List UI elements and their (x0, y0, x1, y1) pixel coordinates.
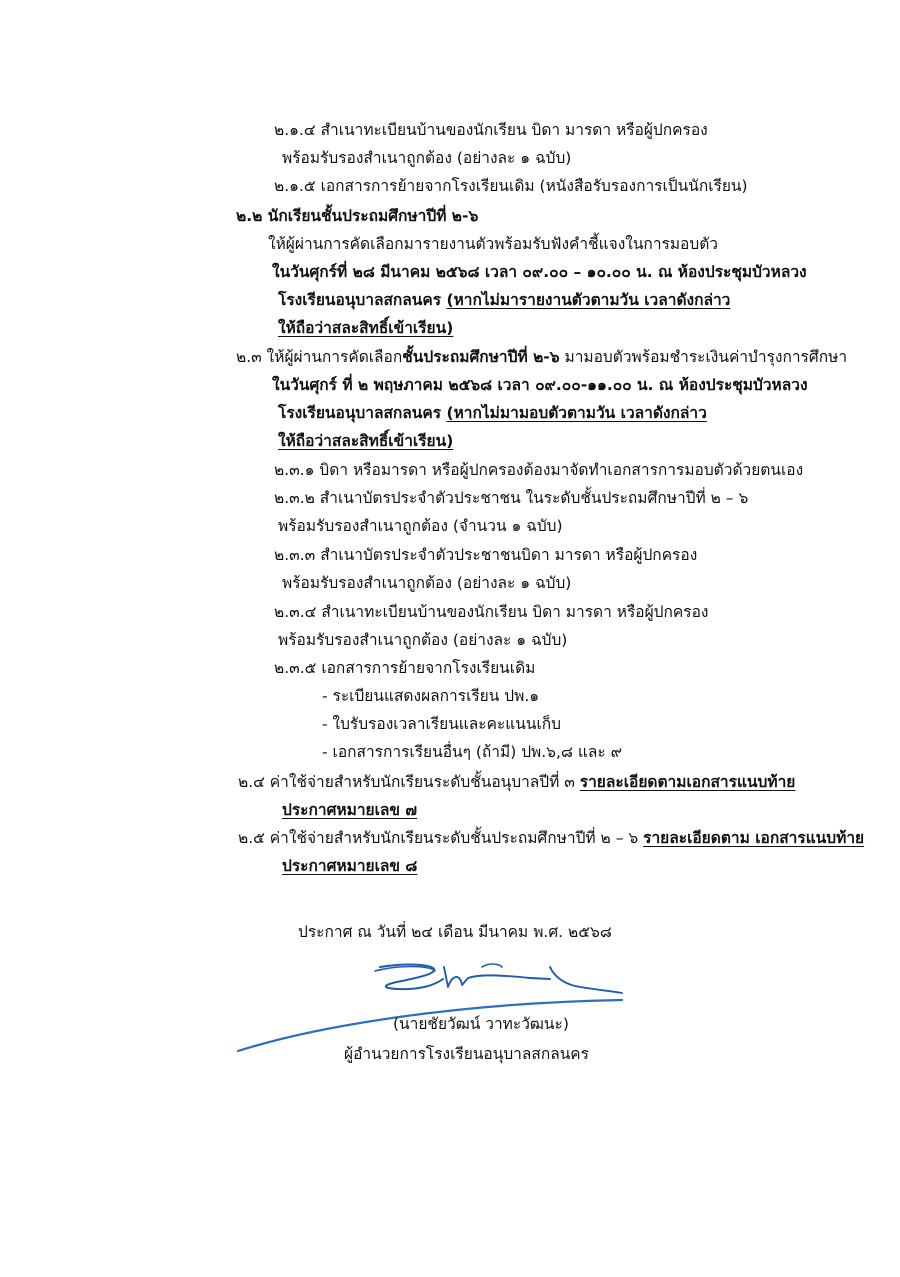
section-2-3-suffix: มามอบตัวพร้อมชำระเงินค่าบำรุงการศึกษา (559, 348, 848, 366)
section-2-4-line1 (238, 770, 795, 794)
signer-name: (นายชัยวัฒน์ วาทะวัฒนะ) (393, 1015, 569, 1033)
section-2-3-prefix: ๒.๓ ให้ผู้ผ่านการคัดเลือก (236, 348, 403, 366)
item-2-3-3-line1: ๒.๓.๓ สำเนาบัตรประจำตัวประชาชนบิดา มารดา หรือผู้ปกครอง (274, 546, 698, 564)
section-2-3-line1 (236, 345, 847, 369)
section-2-3-warning: (หากไม่มามอบตัวตามวัน เวลาดังกล่าว (446, 404, 707, 422)
item-2-3-1: ๒.๓.๑ บิดา หรือมารดา หรือผู้ปกครองต้องมาจัดทำเอกสารการมอบตัวด้วยตนเอง (274, 461, 804, 479)
signer-title: ผู้อำนวยการโรงเรียนอนุบาลสกลนคร (344, 1045, 589, 1063)
signature-strokes (238, 964, 622, 1051)
list-item: - ใบรับรองเวลาเรียนและคะแนนเก็บ (322, 715, 562, 733)
school-name: โรงเรียนอนุบาลสกลนคร (278, 404, 447, 422)
item-2-1-5: ๒.๑.๕ เอกสารการย้ายจากโรงเรียนเดิม (หนังสือรับรองการเป็นนักเรียน) (274, 177, 748, 195)
item-2-1-4-line1: ๒.๑.๔ สำเนาทะเบียนบ้านของนักเรียน บิดา มารดา หรือผู้ปกครอง (274, 121, 708, 139)
section-2-2-warning-end: ให้ถือว่าสละสิทธิ์เข้าเรียน) (278, 319, 454, 337)
list-item: - เอกสารการเรียนอื่นๆ (ถ้ามี) ปพ.๖,๘ และ ๙ (322, 743, 622, 761)
section-2-4-announcement: ประกาศหมายเลข ๗ (282, 801, 418, 819)
section-2-5-reference: รายละเอียดตาม เอกสารแนบท้าย (643, 829, 865, 847)
announcement-date: ประกาศ ณ วันที่ ๒๔ เดือน มีนาคม พ.ศ. ๒๕๖๘ (298, 923, 612, 941)
item-2-1-4-line2: พร้อมรับรองสำเนาถูกต้อง (อย่างละ ๑ ฉบับ) (282, 149, 572, 167)
section-2-3-warning-end: ให้ถือว่าสละสิทธิ์เข้าเรียน) (278, 432, 454, 450)
section-2-2-line1: ให้ผู้ผ่านการคัดเลือกมารายงานตัวพร้อมรับฟังคำชี้แจงในการมอบตัว (268, 235, 718, 253)
list-item: - ระเบียนแสดงผลการเรียน ปพ.๑ (322, 687, 540, 705)
section-2-2-heading: ๒.๒ นักเรียนชั้นประถมศึกษาปีที่ ๒-๖ (236, 207, 479, 225)
section-2-2-date: ในวันศุกร์ที่ ๒๘ มีนาคม ๒๕๖๘ เวลา ๐๙.๐๐ – ๑๐.๐๐ น. ณ ห้องประชุมบัวหลวง (272, 263, 807, 281)
section-2-4-text: ๒.๔ ค่าใช้จ่ายสำหรับนักเรียนระดับชั้นอนุบาลปีที่ ๓ (238, 773, 580, 791)
section-2-3-date: ในวันศุกร์ ที่ ๒ พฤษภาคม ๒๕๖๘ เวลา ๐๙.๐๐-๑๑.๐๐ น. ณ ห้องประชุมบัวหลวง (272, 376, 808, 394)
item-2-3-3-line2: พร้อมรับรองสำเนาถูกต้อง (อย่างละ ๑ ฉบับ) (282, 574, 572, 592)
item-2-3-2-line2: พร้อมรับรองสำเนาถูกต้อง (จำนวน ๑ ฉบับ) (278, 517, 563, 535)
section-2-2-line3 (278, 288, 730, 312)
item-2-3-4-line1: ๒.๓.๔ สำเนาทะเบียนบ้านของนักเรียน บิดา มารดา หรือผู้ปกครอง (274, 603, 709, 621)
section-2-3-line3 (278, 401, 707, 425)
section-2-5-announcement: ประกาศหมายเลข ๘ (282, 857, 418, 875)
item-2-3-2-line1: ๒.๓.๒ สำเนาบัตรประจำตัวประชาชน ในระดับชั้นประถมศึกษาปีที่ ๒ – ๖ (274, 489, 749, 507)
school-name: โรงเรียนอนุบาลสกลนคร (278, 291, 447, 309)
section-2-2-warning: (หากไม่มารายงานตัวตามวัน เวลาดังกล่าว (446, 291, 731, 309)
item-2-3-5: ๒.๓.๕ เอกสารการย้ายจากโรงเรียนเดิม (274, 659, 536, 677)
section-2-5-line1 (238, 826, 864, 850)
section-2-3-grade: ชั้นประถมศึกษาปีที่ ๒-๖ (402, 348, 560, 366)
signature-image (230, 945, 630, 1055)
section-2-4-reference: รายละเอียดตามเอกสารแนบท้าย (579, 773, 796, 791)
item-2-3-4-line2: พร้อมรับรองสำเนาถูกต้อง (อย่างละ ๑ ฉบับ) (278, 631, 568, 649)
section-2-5-text: ๒.๕ ค่าใช้จ่ายสำหรับนักเรียนระดับชั้นประถมศึกษาปีที่ ๒ – ๖ (238, 829, 644, 847)
